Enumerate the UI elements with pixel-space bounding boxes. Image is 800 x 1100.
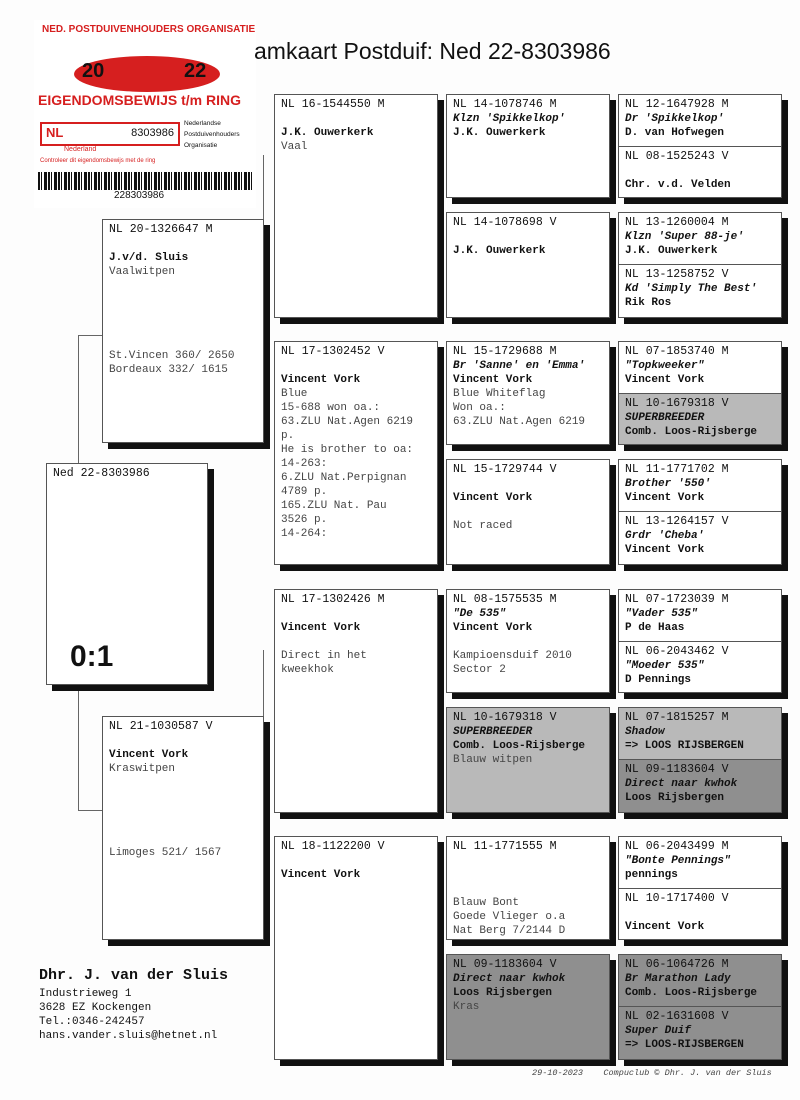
mother-line: Kraswitpen [109, 763, 176, 775]
owner-phone: Tel.:0346-242457 [39, 1016, 145, 1028]
mother-ring: NL 21-1030587 V [109, 720, 213, 733]
gggp-name: Br Marathon Lady [625, 973, 731, 985]
gggp-ring: NL 06-2043462 V [625, 645, 729, 658]
mother-result: Limoges 521/ 1567 [109, 847, 222, 859]
gp-line: Direct in het [281, 650, 367, 662]
gggp-ring: NL 13-1258752 V [625, 268, 729, 281]
gggp-name: Direct naar kwhok [625, 778, 738, 790]
gggp-breeder: => LOOS RIJSBERGEN [625, 740, 744, 752]
gggp-ring: NL 13-1264157 V [625, 515, 729, 528]
npo-line-3: Organisatie [184, 142, 218, 149]
subject-ring: Ned 22-8303986 [53, 467, 150, 480]
ggp-ring: NL 15-1729688 M [453, 345, 557, 358]
ggp-breeder: J.K. Ouwerkerk [453, 245, 546, 257]
gp-ring: NL 18-1122200 V [281, 840, 385, 853]
ggp-breeder: Comb. Loos-Rijsberge [453, 740, 586, 752]
gggp-pair [618, 954, 782, 1060]
gggp-ring: NL 07-1723039 M [625, 593, 729, 606]
gggp-cell [619, 393, 781, 444]
gggp-breeder: J.K. Ouwerkerk [625, 245, 718, 257]
gp-line: He is brother to oa: [281, 444, 414, 456]
gp-breeder: Vincent Vork [281, 374, 361, 386]
father-box [102, 219, 264, 443]
ggp-box [446, 954, 610, 1060]
gp-line: 6.ZLU Nat.Perpignan [281, 472, 407, 484]
father-line: Vaalwitpen [109, 266, 176, 278]
ggp-ring: NL 09-1183604 V [453, 958, 557, 971]
gp-line: 14-264: [281, 528, 328, 540]
gggp-breeder: Rik Ros [625, 297, 672, 309]
gggp-ring: NL 07-1853740 M [625, 345, 729, 358]
ggp-box [446, 459, 610, 565]
connector-line [78, 688, 79, 810]
gp-line: 15-688 won oa.: [281, 402, 381, 414]
org-name: NED. POSTDUIVENHOUDERS ORGANISATIE [42, 24, 256, 35]
gggp-breeder: Vincent Vork [625, 492, 705, 504]
gggp-ring: NL 06-2043499 M [625, 840, 729, 853]
gggp-ring: NL 09-1183604 V [625, 763, 729, 776]
father-result: Bordeaux 332/ 1615 [109, 364, 228, 376]
gggp-cell [619, 146, 781, 197]
ggp-ring: NL 14-1078746 M [453, 98, 557, 111]
certificate-title: EIGENDOMSBEWIJS t/m RING [38, 92, 242, 108]
gp-ring: NL 16-1544550 M [281, 98, 385, 111]
grandparent-box [274, 589, 438, 813]
footer-date: 29-10-2023 [532, 1068, 584, 1078]
gggp-breeder: D Pennings [625, 674, 692, 686]
gggp-ring: NL 12-1647928 M [625, 98, 729, 111]
gggp-pair [618, 212, 782, 318]
gggp-name: "Bonte Pennings" [625, 855, 731, 867]
npo-text [184, 118, 240, 151]
owner-block [39, 965, 228, 1043]
ggp-name: Direct naar kwhok [453, 973, 566, 985]
gp-ring: NL 17-1302452 V [281, 345, 385, 358]
gggp-breeder: Chr. v.d. Velden [625, 179, 731, 191]
gggp-pair [618, 341, 782, 445]
gggp-ring: NL 02-1631608 V [625, 1010, 729, 1023]
gggp-cell [619, 213, 781, 264]
gggp-breeder: P de Haas [625, 622, 685, 634]
ggp-line: Blauw Bont [453, 897, 520, 909]
ggp-line: Goede Vlieger o.a [453, 911, 566, 923]
gggp-name: "Vader 535" [625, 608, 698, 620]
gggp-cell [619, 460, 781, 511]
ring-certificate [34, 20, 256, 208]
gggp-cell [619, 955, 781, 1006]
mother-box [102, 716, 264, 940]
ggp-box [446, 589, 610, 693]
ggp-line: Kras [453, 1001, 480, 1013]
father-result: St.Vincen 360/ 2650 [109, 350, 235, 362]
ggp-breeder: Vincent Vork [453, 374, 533, 386]
gggp-cell [619, 342, 781, 393]
nederland-text: Nederland [64, 146, 97, 153]
gggp-breeder: D. van Hofwegen [625, 127, 725, 139]
gggp-breeder: Comb. Loos-Rijsberge [625, 987, 758, 999]
ggp-line: Blue Whiteflag [453, 388, 546, 400]
gp-line: kweekhok [281, 664, 334, 676]
gggp-name: Super Duif [625, 1025, 692, 1037]
connector-line [78, 335, 79, 465]
gp-ring: NL 17-1302426 M [281, 593, 385, 606]
gp-line: Blue [281, 388, 308, 400]
ggp-breeder: Vincent Vork [453, 622, 533, 634]
gggp-cell [619, 888, 781, 939]
gp-line: 14-263: [281, 458, 328, 470]
gggp-cell [619, 511, 781, 564]
connector-line [78, 810, 103, 811]
npo-line-1: Nederlandse [184, 120, 221, 127]
barcode [38, 172, 252, 190]
gggp-breeder: Vincent Vork [625, 921, 705, 933]
ring-box [40, 122, 180, 146]
ggp-box [446, 341, 610, 445]
ggp-breeder: Vincent Vork [453, 492, 533, 504]
gp-line: Vaal [281, 141, 308, 153]
gggp-ring: NL 10-1679318 V [625, 397, 729, 410]
connector-line [78, 335, 103, 336]
year-left: 20 [82, 60, 105, 82]
gggp-ring: NL 11-1771702 M [625, 463, 729, 476]
gggp-name: Shadow [625, 726, 665, 738]
grandparent-box [274, 94, 438, 318]
gp-breeder: J.K. Ouwerkerk [281, 127, 374, 139]
ggp-ring: NL 15-1729744 V [453, 463, 557, 476]
gggp-ring: NL 10-1717400 V [625, 892, 729, 905]
owner-address: Industrieweg 1 [39, 988, 132, 1000]
ggp-box [446, 212, 610, 318]
npo-line-2: Postduivenhouders [184, 131, 240, 138]
gp-breeder: Vincent Vork [281, 869, 361, 881]
ggp-box [446, 707, 610, 813]
ggp-name: "De 535" [453, 608, 506, 620]
ggp-name: Klzn 'Spikkelkop' [453, 113, 566, 125]
ggp-box [446, 836, 610, 940]
gggp-cell [619, 590, 781, 641]
ggp-name: SUPERBREEDER [453, 726, 533, 738]
gggp-ring: NL 07-1815257 M [625, 711, 729, 724]
gp-line: 3526 p. [281, 514, 328, 526]
gggp-name: Klzn 'Super 88-je' [625, 231, 744, 243]
country-code: NL [46, 125, 64, 140]
ggp-line: Kampioensduif 2010 [453, 650, 572, 662]
gggp-breeder: Vincent Vork [625, 374, 705, 386]
gp-line: 165.ZLU Nat. Pau [281, 500, 387, 512]
owner-email[interactable]: hans.vander.sluis@hetnet.nl [39, 1030, 218, 1042]
gp-breeder: Vincent Vork [281, 622, 361, 634]
ggp-ring: NL 10-1679318 V [453, 711, 557, 724]
control-text: Controleer dit eigendomsbewijs met de ring [40, 158, 156, 164]
gggp-breeder: Comb. Loos-Rijsberge [625, 426, 758, 438]
ggp-line: 63.ZLU Nat.Agen 6219 [453, 416, 586, 428]
ggp-line: Nat Berg 7/2144 D [453, 925, 566, 937]
gggp-breeder: Loos Rijsbergen [625, 792, 725, 804]
gggp-name: Grdr 'Cheba' [625, 530, 705, 542]
gggp-ring: NL 06-1064726 M [625, 958, 729, 971]
father-ring: NL 20-1326647 M [109, 223, 213, 236]
owner-address: 3628 EZ Kockengen [39, 1002, 152, 1014]
ggp-name: Br 'Sanne' en 'Emma' [453, 360, 586, 372]
ggp-breeder: J.K. Ouwerkerk [453, 127, 546, 139]
gggp-name: Brother '550' [625, 478, 711, 490]
page-title: amkaart Postduif: Ned 22-8303986 [254, 38, 611, 64]
score-mark: 0:1 [70, 640, 114, 673]
mother-breeder: Vincent Vork [109, 749, 189, 761]
gggp-cell [619, 708, 781, 765]
gggp-breeder: Vincent Vork [625, 544, 705, 556]
gggp-ring: NL 13-1260004 M [625, 216, 729, 229]
footer-credit: Compuclub © Dhr. J. van der Sluis [603, 1068, 772, 1078]
ggp-ring: NL 14-1078698 V [453, 216, 557, 229]
gggp-cell [619, 759, 781, 812]
barcode-text: 228303986 [114, 190, 165, 201]
gp-line: 63.ZLU Nat.Agen 6219 [281, 416, 414, 428]
gggp-pair [618, 459, 782, 565]
gggp-name: SUPERBREEDER [625, 412, 705, 424]
gggp-name: "Topkweeker" [625, 360, 705, 372]
gp-line: 4789 p. [281, 486, 328, 498]
ggp-line: Sector 2 [453, 664, 506, 676]
ggp-line: Not raced [453, 520, 513, 532]
gggp-name: Dr 'Spikkelkop' [625, 113, 725, 125]
owner-name: Dhr. J. van der Sluis [39, 967, 229, 984]
footer [532, 1068, 772, 1078]
grandparent-box [274, 836, 438, 1060]
gggp-cell [619, 264, 781, 317]
ggp-line: Won oa.: [453, 402, 506, 414]
ggp-box [446, 94, 610, 198]
gggp-pair [618, 94, 782, 198]
gggp-breeder: => LOOS-RIJSBERGEN [625, 1039, 744, 1051]
gggp-ring: NL 08-1525243 V [625, 150, 729, 163]
gggp-cell [619, 95, 781, 146]
gggp-name: "Moeder 535" [625, 660, 705, 672]
gggp-pair [618, 589, 782, 693]
ggp-breeder: Loos Rijsbergen [453, 987, 553, 999]
grandparent-box [274, 341, 438, 565]
gggp-cell [619, 1006, 781, 1059]
father-breeder: J.v/d. Sluis [109, 252, 189, 264]
ggp-line: Blauw witpen [453, 754, 533, 766]
year-right: 22 [184, 60, 207, 82]
gp-line: p. [281, 430, 295, 442]
gggp-name: Kd 'Simply The Best' [625, 283, 758, 295]
gggp-pair [618, 707, 782, 813]
gggp-pair [618, 836, 782, 940]
ggp-ring: NL 11-1771555 M [453, 840, 557, 853]
ggp-ring: NL 08-1575535 M [453, 593, 557, 606]
gggp-breeder: pennings [625, 869, 678, 881]
ring-number: 8303986 [131, 127, 174, 139]
gggp-cell [619, 641, 781, 692]
gggp-cell [619, 837, 781, 888]
